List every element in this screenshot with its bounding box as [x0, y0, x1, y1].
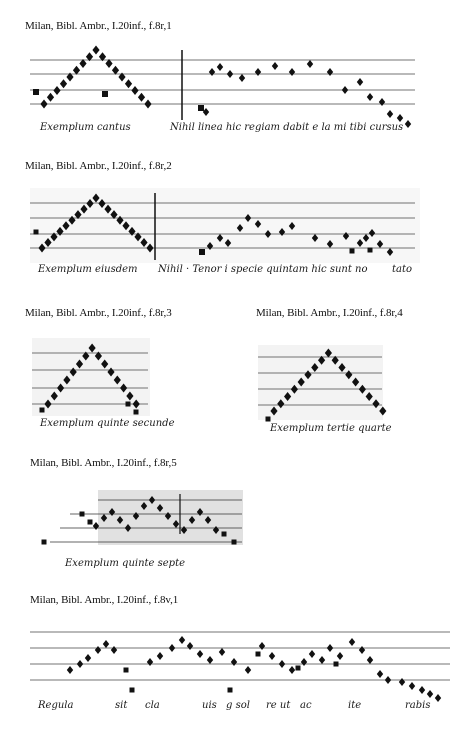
neume-rhombus: [279, 660, 285, 668]
neume-punctum: [80, 512, 85, 517]
neume-punctum: [88, 520, 93, 525]
manuscript-fragment-3: [32, 338, 175, 433]
neume-rhombus: [427, 690, 433, 698]
neume-rhombus: [67, 666, 73, 674]
neume-rhombus: [239, 74, 245, 82]
neume-rhombus: [319, 656, 325, 664]
latin-text-3: Exemplum quinte secunde: [40, 418, 175, 429]
manuscript-fragment-2: [30, 188, 420, 278]
neume-rhombus: [219, 648, 225, 656]
latin-text-2a: Exemplum eiusdem: [38, 264, 138, 275]
neume-rhombus: [40, 100, 47, 109]
neume-punctum: [334, 662, 339, 667]
neume-rhombus: [207, 656, 213, 664]
neume-staff-6: [30, 620, 455, 715]
neume-rhombus: [231, 658, 237, 666]
neume-rhombus: [399, 678, 405, 686]
neume-rhombus: [357, 78, 363, 86]
neume-rhombus: [111, 646, 117, 654]
neume-rhombus: [85, 654, 91, 662]
neume-punctum: [350, 249, 355, 254]
neume-rhombus: [144, 100, 151, 109]
neume-rhombus: [147, 658, 153, 666]
latin-text-6i: rabis: [405, 700, 431, 711]
manuscript-fragment-5: [30, 490, 245, 575]
neume-rhombus: [138, 93, 145, 102]
neume-rhombus: [301, 658, 307, 666]
latin-text-4: Exemplum tertie quarte: [270, 423, 392, 434]
neume-punctum: [134, 410, 139, 415]
latin-text-6f: re ut: [266, 700, 291, 711]
neume-rhombus: [342, 86, 348, 94]
neume-rhombus: [227, 70, 233, 78]
latin-text-6h: ite: [348, 700, 362, 711]
latin-text-2b: Nihil · Tenor i specie quintam hic sunt no: [158, 264, 368, 275]
neume-rhombus: [405, 120, 411, 128]
neume-rhombus: [179, 636, 185, 644]
neume-punctum: [34, 230, 39, 235]
neume-rhombus: [197, 650, 203, 658]
latin-text-1b: Nihil linea hic regiam dabit e la mi tibi cursus: [170, 122, 404, 133]
neume-rhombus: [387, 110, 393, 118]
neume-rhombus: [92, 46, 99, 55]
neume-staff-5: [30, 490, 245, 575]
neume-rhombus: [349, 638, 355, 646]
neume-rhombus: [53, 86, 60, 95]
caption-fragment-5: Milan, Bibl. Ambr., I.20inf., f.8r,5: [30, 457, 177, 469]
latin-text-2c: tato: [392, 264, 413, 275]
neume-rhombus: [367, 93, 373, 101]
latin-text-6a: Regula: [38, 700, 74, 711]
caption-fragment-6: Milan, Bibl. Ambr., I.20inf., f.8v,1: [30, 594, 179, 606]
neume-punctum: [40, 408, 45, 413]
neume-rhombus: [245, 666, 251, 674]
neume-rhombus: [327, 68, 333, 76]
neume-rhombus: [377, 670, 383, 678]
neume-rhombus: [47, 93, 54, 102]
neume-rhombus: [60, 79, 67, 88]
latin-text-5: Exemplum quinte septe: [65, 558, 186, 569]
neume-punctum: [296, 666, 301, 671]
neume-rhombus: [419, 686, 425, 694]
neume-rhombus: [259, 642, 265, 650]
latin-text-6d: uis: [202, 700, 217, 711]
neume-rhombus: [169, 644, 175, 652]
caption-fragment-4: Milan, Bibl. Ambr., I.20inf., f.8r,4: [256, 307, 403, 319]
neume-rhombus: [309, 650, 315, 658]
neume-punctum: [256, 652, 261, 657]
neume-rhombus: [103, 640, 109, 648]
neume-rhombus: [307, 60, 313, 68]
neume-rhombus: [209, 68, 215, 76]
neume-punctum: [42, 540, 47, 545]
neume-punctum: [266, 417, 271, 422]
neume-punctum: [130, 688, 135, 693]
neume-rhombus: [187, 642, 193, 650]
neume-punctum: [126, 402, 131, 407]
neume-rhombus: [217, 63, 223, 71]
neume-punctum: [33, 89, 39, 95]
caption-fragment-3: Milan, Bibl. Ambr., I.20inf., f.8r,3: [25, 307, 172, 319]
neume-rhombus: [77, 660, 83, 668]
neume-rhombus: [131, 86, 138, 95]
neume-punctum: [222, 532, 227, 537]
manuscript-fragment-4: [258, 345, 392, 437]
neume-punctum: [228, 688, 233, 693]
neume-rhombus: [95, 646, 101, 654]
neume-rhombus: [157, 652, 163, 660]
neume-rhombus: [327, 644, 333, 652]
neume-rhombus: [409, 682, 415, 690]
neume-rhombus: [379, 98, 385, 106]
neume-rhombus: [272, 62, 278, 70]
latin-text-1a: Exemplum cantus: [40, 122, 131, 133]
manuscript-fragment-1: [30, 42, 420, 137]
latin-text-6b: sit: [115, 700, 128, 711]
neume-rhombus: [385, 676, 391, 684]
latin-text-6e: g sol: [226, 700, 250, 711]
neume-punctum: [198, 105, 204, 111]
neume-staff-2: [30, 188, 420, 278]
neume-rhombus: [255, 68, 261, 76]
caption-fragment-1: Milan, Bibl. Ambr., I.20inf., f.8r,1: [25, 20, 172, 32]
neume-rhombus: [337, 652, 343, 660]
neume-punctum: [199, 249, 205, 255]
latin-text-6c: cla: [145, 700, 160, 711]
neume-rhombus: [367, 656, 373, 664]
neume-rhombus: [112, 66, 119, 75]
neume-rhombus: [359, 646, 365, 654]
manuscript-fragment-6: [30, 620, 455, 715]
caption-fragment-2: Milan, Bibl. Ambr., I.20inf., f.8r,2: [25, 160, 172, 172]
neume-rhombus: [73, 66, 80, 75]
neume-rhombus: [289, 68, 295, 76]
neume-punctum: [102, 91, 108, 97]
neume-punctum: [232, 540, 237, 545]
neume-punctum: [124, 668, 129, 673]
neume-rhombus: [397, 114, 403, 122]
neume-punctum: [368, 248, 373, 253]
neume-rhombus: [435, 694, 441, 702]
neume-rhombus: [269, 652, 275, 660]
neume-rhombus: [125, 79, 132, 88]
neume-staff-3: [32, 338, 175, 433]
neume-staff-1: [30, 42, 420, 137]
latin-text-6g: ac: [300, 700, 312, 711]
neume-rhombus: [289, 666, 295, 674]
neume-staff-4: [258, 345, 392, 437]
